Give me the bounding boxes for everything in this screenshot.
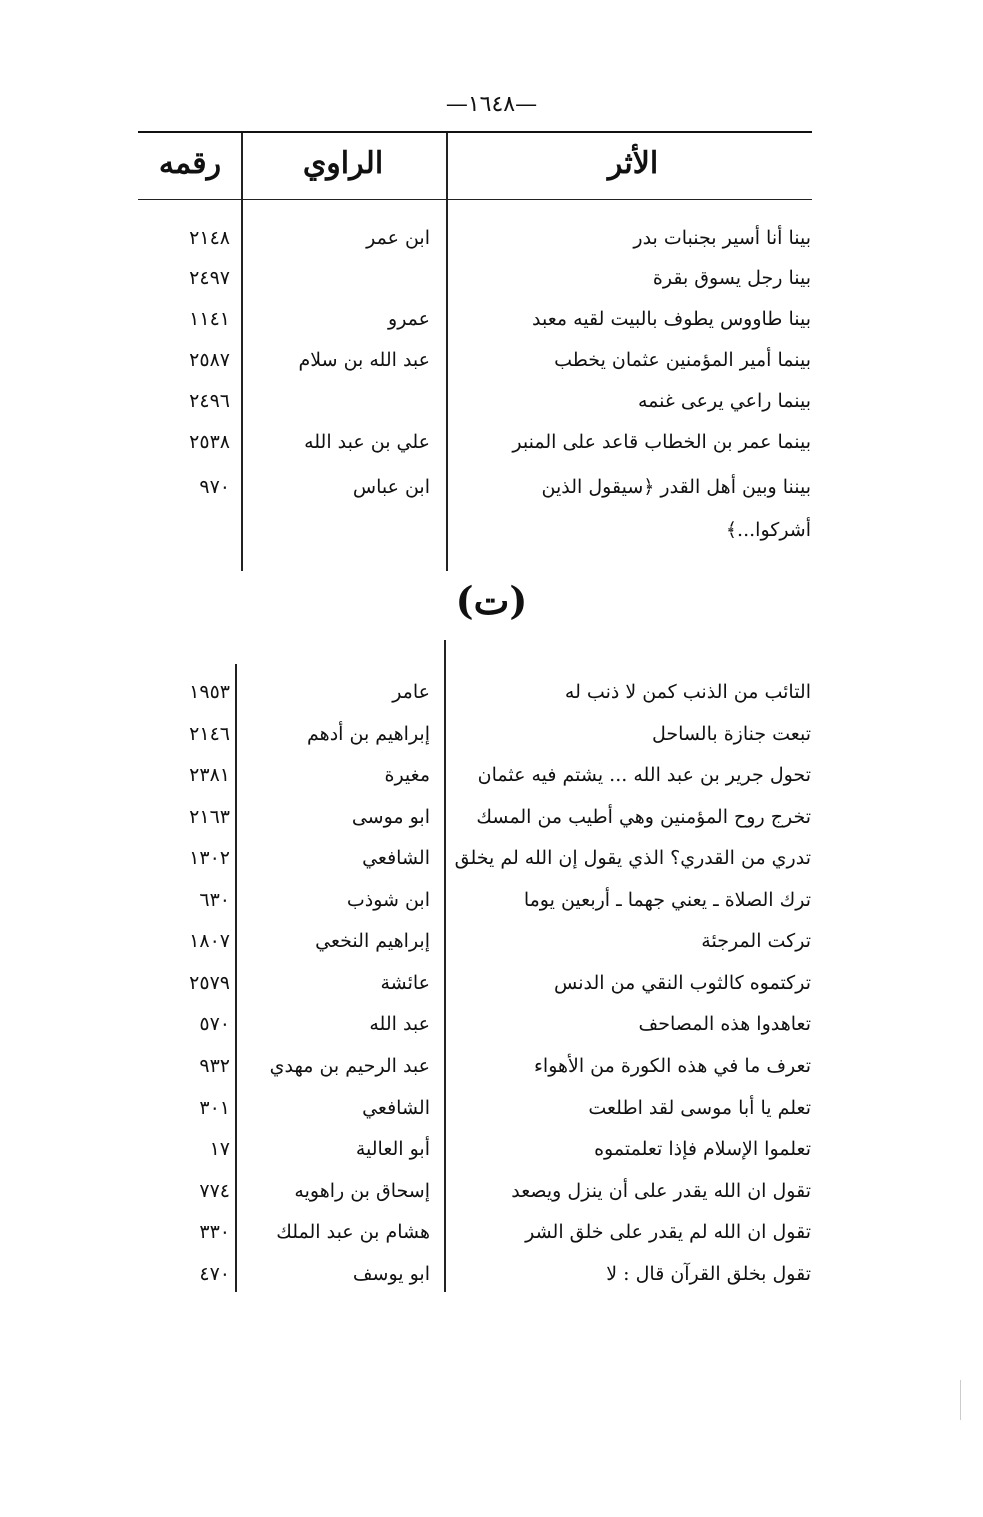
table-row — [0, 963, 983, 1003]
rawi-text: عبد الرحيم بن مهدي — [269, 1055, 430, 1077]
rawi-text: ابو يوسف — [352, 1263, 430, 1285]
entry-number: ٣٣٠ — [199, 1221, 230, 1243]
athar-text: بيننا وبين أهل القدر ﴿سيقول الذين — [541, 476, 811, 498]
entry-number: ٩٧٠ — [199, 476, 230, 498]
table-row — [0, 1129, 983, 1169]
table-row — [0, 797, 983, 837]
table-row — [0, 921, 983, 961]
entry-number: ٢١٦٣ — [189, 806, 230, 828]
athar-continuation: أشركوا...﴾ — [725, 519, 811, 541]
entry-number: ٢٥٧٩ — [189, 972, 230, 994]
rawi-text: إسحاق بن راهويه — [294, 1180, 430, 1202]
header-top-rule — [138, 131, 812, 133]
rawi-text: إبراهيم النخعي — [315, 930, 430, 952]
athar-text: تعاهدوا هذه المصاحف — [638, 1013, 811, 1035]
table-row — [0, 1046, 983, 1086]
entry-number: ٢١٤٦ — [189, 723, 230, 745]
athar-text: تعلموا الإسلام فإذا تعلمتموه — [594, 1138, 811, 1160]
table-row — [0, 714, 983, 754]
table-row — [0, 1004, 983, 1044]
table-row — [0, 467, 983, 507]
athar-text: بينما أمير المؤمنين عثمان يخطب — [554, 349, 811, 371]
rawi-text: علي بن عبد الله — [304, 431, 430, 453]
table-row — [0, 838, 983, 878]
rawi-text: عامر — [392, 681, 430, 703]
rawi-text: الشافعي — [362, 1097, 430, 1119]
header-rawi: الراوي — [302, 146, 384, 181]
rawi-text: إبراهيم بن أدهم — [307, 723, 430, 745]
entry-number: ٧٧٤ — [199, 1180, 230, 1202]
entry-number: ٢٥٨٧ — [189, 349, 230, 371]
athar-text: بينما عمر بن الخطاب قاعد على المنبر — [512, 431, 811, 453]
athar-text: تبعت جنازة بالساحل — [651, 723, 811, 745]
athar-text: ترك الصلاة ـ يعني جهما ـ أربعين يوما — [523, 889, 811, 911]
header-bottom-rule — [138, 199, 812, 200]
rawi-text: عائشة — [380, 972, 430, 994]
entry-number: ٢٤٩٧ — [189, 267, 230, 289]
entry-number: ٢٤٩٦ — [189, 390, 230, 412]
entry-number: ٥٧٠ — [199, 1013, 230, 1035]
rawi-text: الشافعي — [362, 847, 430, 869]
table-row — [0, 1088, 983, 1128]
athar-text: تقول ان الله يقدر على أن ينزل ويصعد — [511, 1180, 811, 1202]
athar-text: بينا أنا أسير بجنبات بدر — [633, 227, 811, 249]
header-athar: الأثر — [607, 146, 659, 181]
rawi-text: ابو موسى — [351, 806, 430, 828]
table-row — [0, 672, 983, 712]
entry-number: ١٣٠٢ — [189, 847, 230, 869]
athar-text: بينما راعي يرعى غنمه — [637, 390, 811, 412]
entry-number: ٦٣٠ — [199, 889, 230, 911]
table-row — [0, 299, 983, 339]
table-row — [0, 1212, 983, 1252]
rawi-text: ابن عمر — [366, 227, 430, 249]
entry-number: ٤٧٠ — [199, 1263, 230, 1285]
athar-text: التائب من الذنب كمن لا ذنب له — [564, 681, 811, 703]
entry-number: ١١٤١ — [189, 308, 230, 330]
rawi-text: ابن شوذب — [346, 889, 430, 911]
table-row — [0, 880, 983, 920]
scan-margin-mark — [960, 1380, 961, 1420]
table-row — [0, 1171, 983, 1211]
table-row — [0, 340, 983, 380]
entry-number: ٩٣٢ — [199, 1055, 230, 1077]
rawi-text: عبد الله — [369, 1013, 430, 1035]
entry-number: ١٧ — [209, 1138, 230, 1160]
page-number: —١٦٤٨— — [445, 92, 538, 117]
athar-text: تخرج روح المؤمنين وهي أطيب من المسك — [476, 806, 811, 828]
rawi-text: هشام بن عبد الملك — [276, 1221, 430, 1243]
athar-text: تعلم يا أبا موسى لقد اطلعت — [588, 1097, 811, 1119]
athar-text: بينا طاووس يطوف بالبيت لقيه معبد — [532, 308, 811, 330]
athar-text: تحول جرير بن عبد الله ... يشتم فيه عثمان — [477, 764, 811, 786]
table-row — [0, 1254, 983, 1294]
athar-text: تعرف ما في هذه الكورة من الأهواء — [533, 1055, 811, 1077]
entry-number: ١٨٠٧ — [189, 930, 230, 952]
entry-number: ٢٥٣٨ — [189, 431, 230, 453]
rawi-text: عمرو — [388, 308, 430, 330]
athar-text: بينا رجل يسوق بقرة — [652, 267, 811, 289]
rawi-text: عبد الله بن سلام — [298, 349, 430, 371]
entry-number: ٢٣٨١ — [189, 764, 230, 786]
table-row — [0, 381, 983, 421]
table-row — [0, 422, 983, 462]
athar-text: تدري من القدري؟ الذي يقول إن الله لم يخلق — [455, 847, 811, 869]
rawi-text: مغيرة — [384, 764, 430, 786]
athar-text: تقول بخلق القرآن قال : لا — [606, 1263, 811, 1285]
section-letter: (ت) — [455, 578, 528, 623]
athar-text: تركتموه كالثوب النقي من الدنس — [554, 972, 811, 994]
entry-number: ٣٠١ — [199, 1097, 230, 1119]
table-row — [0, 258, 983, 298]
header-raqmuh: رقمه — [158, 146, 222, 181]
table-row — [0, 218, 983, 258]
athar-text: تقول ان الله لم يقدر على خلق الشر — [525, 1221, 811, 1243]
entry-number: ٢١٤٨ — [189, 227, 230, 249]
entry-number: ١٩٥٣ — [189, 681, 230, 703]
rawi-text: أبو العالية — [355, 1138, 430, 1160]
athar-text: تركت المرجئة — [701, 930, 811, 952]
table-row — [0, 755, 983, 795]
rawi-text: ابن عباس — [352, 476, 430, 498]
